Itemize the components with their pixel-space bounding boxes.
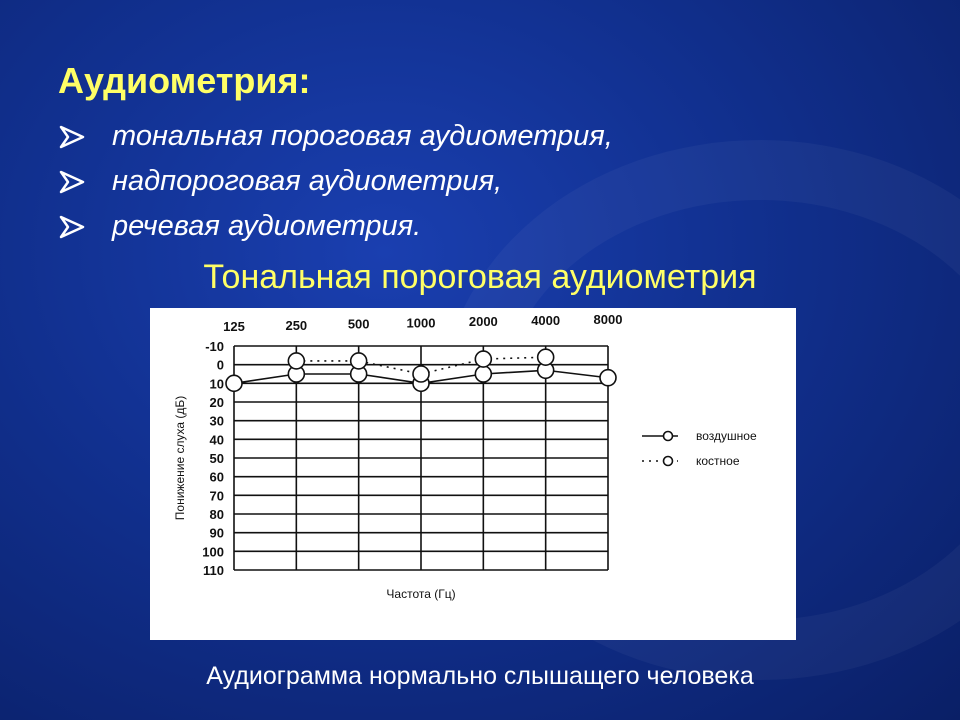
- y-tick-label: 50: [209, 451, 224, 466]
- data-point-air: [226, 375, 242, 391]
- data-point-air: [600, 370, 616, 386]
- x-tick-label: 8000: [593, 311, 623, 327]
- y-tick-label: 0: [216, 357, 224, 373]
- legend-marker: [664, 457, 673, 466]
- bullet-text: тональная пороговая аудиометрия,: [112, 120, 613, 152]
- arrow-bullet-icon: [58, 168, 86, 196]
- y-tick-label: 100: [202, 544, 224, 560]
- y-tick-label: 30: [209, 413, 224, 429]
- list-item: [58, 204, 613, 249]
- x-axis-label: Частота (Гц): [386, 587, 456, 601]
- legend-label: воздушное: [696, 429, 757, 443]
- chart-caption: Аудиограмма нормально слышащего человека: [206, 662, 754, 690]
- x-tick-label: 125: [223, 319, 245, 334]
- arrow-bullet-icon: [58, 213, 86, 241]
- y-axis-label: Понижение слуха (дБ): [173, 395, 187, 521]
- data-point-bone: [288, 353, 304, 369]
- y-tick-label: 90: [209, 525, 224, 541]
- data-point-bone: [538, 349, 554, 365]
- bullet-text: надпороговая аудиометрия,: [112, 165, 503, 197]
- bullet-text: речевая аудиометрия.: [112, 210, 422, 242]
- legend-label: костное: [696, 454, 740, 468]
- y-tick-label: 10: [209, 376, 224, 392]
- data-point-bone: [475, 351, 491, 367]
- x-tick-label: 4000: [531, 313, 561, 328]
- y-tick-label: 70: [209, 488, 224, 504]
- x-tick-label: 250: [285, 317, 308, 333]
- bullet-list: [58, 114, 613, 249]
- data-point-air: [475, 366, 491, 382]
- legend-marker: [664, 432, 673, 441]
- list-item: [58, 159, 613, 204]
- y-tick-label: 60: [209, 469, 224, 485]
- data-point-bone: [351, 353, 367, 369]
- arrow-bullet-icon: [58, 123, 86, 151]
- x-tick-label: 2000: [468, 314, 498, 330]
- data-point-bone: [413, 366, 429, 382]
- list-item: [58, 114, 613, 159]
- x-tick-label: 500: [347, 316, 370, 332]
- y-tick-label: 110: [203, 563, 224, 578]
- audiogram-chart: [150, 308, 796, 640]
- y-tick-label: 20: [209, 395, 224, 410]
- y-tick-label: 40: [209, 432, 224, 448]
- y-tick-label: -10: [205, 339, 224, 354]
- section-subtitle: Тональная пороговая аудиометрия: [203, 258, 757, 296]
- slide-heading: Аудиометрия:: [58, 60, 311, 101]
- x-tick-label: 1000: [406, 315, 436, 331]
- audiogram-svg: [150, 308, 796, 640]
- y-tick-label: 80: [209, 507, 224, 522]
